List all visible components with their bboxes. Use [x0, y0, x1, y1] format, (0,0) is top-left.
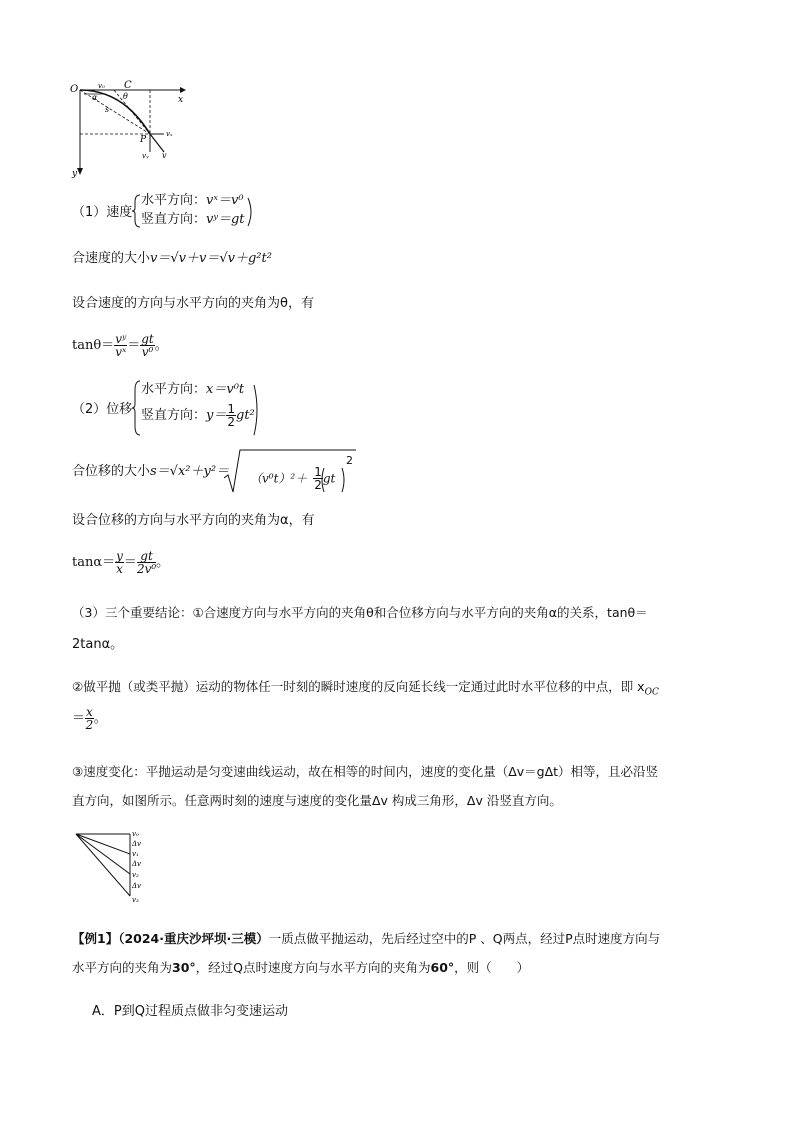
- displacement-power: 2: [346, 454, 353, 467]
- displacement-sqrt-content: （v⁰t）²＋ $\frac{1}{2}$ gt: [250, 465, 336, 492]
- velocity-change-diagram: [74, 828, 154, 908]
- label-v0: v₀: [98, 82, 105, 90]
- v3-line: [76, 834, 130, 896]
- fig2-label: Δv: [132, 840, 142, 848]
- fig2-label: v₃: [132, 896, 139, 904]
- v-vector: [150, 134, 164, 152]
- label-theta: θ: [123, 92, 128, 101]
- theta-definition: 设合速度的方向与水平方向的夹角为θ，有: [72, 296, 314, 311]
- fig2-label: v₀: [132, 830, 139, 838]
- fig2-label: Δv: [132, 860, 142, 868]
- label-s: s: [105, 105, 110, 114]
- resultant-speed: 合速度的大小v＝√v＋v＝√v＋g²t²: [72, 251, 272, 266]
- label-x: x: [178, 95, 184, 105]
- displacement-right-brace: [253, 384, 259, 436]
- label-P: P: [140, 135, 147, 145]
- conclusion-1-line2: 2tanα。: [72, 637, 124, 652]
- resultant-displacement: 合位移的大小s＝√x²＋y²＝: [72, 464, 230, 479]
- alpha-definition: 设合位移的方向与水平方向的夹角为α，有: [72, 513, 315, 528]
- projectile-diagram: [68, 80, 193, 180]
- velocity-vertical: 竖直方向：vʸ＝gt: [141, 212, 245, 227]
- fig2-label: v₂: [132, 871, 139, 879]
- tan-theta-formula: tanθ＝ $\frac{\text{vʸ}}{\text{vˣ}}$ ＝ $\frac{gt}{\text{v⁰}}$ 。: [72, 332, 168, 359]
- conclusion-2-line1: ②做平抛（或类平抛）运动的物体任一时刻的瞬时速度的反向延长线一定通过此时水平位移的中点，即 $x_{OC}$: [72, 679, 659, 698]
- label-C: C: [124, 80, 132, 91]
- example-line2: 水平方向的夹角为30°，经过Q点时速度方向与水平方向的夹角为60°，则（ ）: [72, 960, 530, 975]
- label-vx: vₓ: [166, 130, 173, 138]
- label-alpha: α: [92, 93, 98, 102]
- label-O: O: [70, 84, 79, 95]
- option-a: A．P到Q过程质点做非匀变速运动: [92, 1004, 288, 1019]
- conclusion-3-line2: 直方向，如图所示。任意两时刻的速度与速度的变化量Δv 构成三角形，Δv 沿竖直方向。: [72, 793, 562, 808]
- y-arrow: [77, 168, 83, 175]
- x-arrow: [180, 87, 186, 93]
- conclusion-3-line1: ③速度变化：平抛运动是匀变速曲线运动，故在相等的时间内，速度的变化量（Δv＝gΔt）相等，且必沿竖: [72, 764, 659, 779]
- example-line1: 【例1】（2024·重庆沙坪坝·三模）一质点做平抛运动，先后经过空中的P 、Q两点，经过P点时速度方向与: [72, 931, 661, 946]
- fig2-label: v₁: [132, 850, 139, 858]
- label-v: v: [162, 151, 167, 160]
- conclusion-2-line2: ＝ $\frac{x}{2}$ 。: [72, 705, 107, 732]
- displacement-vertical: 竖直方向：y＝ $\frac{1}{2}$ gt²: [141, 402, 255, 429]
- velocity-label: （1）速度: [72, 205, 133, 220]
- displacement-horizontal: 水平方向：x＝v⁰t: [141, 382, 245, 397]
- fig2-label: Δv: [132, 882, 142, 890]
- velocity-right-brace: [247, 197, 253, 227]
- tan-alpha-formula: tanα＝ $\frac{y}{x}$ ＝ $\frac{gt}{\text{2v⁰}}$ 。: [72, 549, 170, 576]
- label-y: y: [72, 169, 78, 179]
- label-vy: vᵧ: [142, 152, 149, 160]
- displacement-line: [80, 90, 150, 134]
- displacement-label: （2）位移: [72, 402, 133, 417]
- velocity-horizontal: 水平方向：vˣ＝v⁰: [141, 193, 244, 208]
- conclusion-1-line1: （3）三个重要结论：①合速度方向与水平方向的夹角θ和合位移方向与水平方向的夹角α的关系，tanθ＝: [72, 605, 648, 620]
- v2-line: [76, 834, 130, 874]
